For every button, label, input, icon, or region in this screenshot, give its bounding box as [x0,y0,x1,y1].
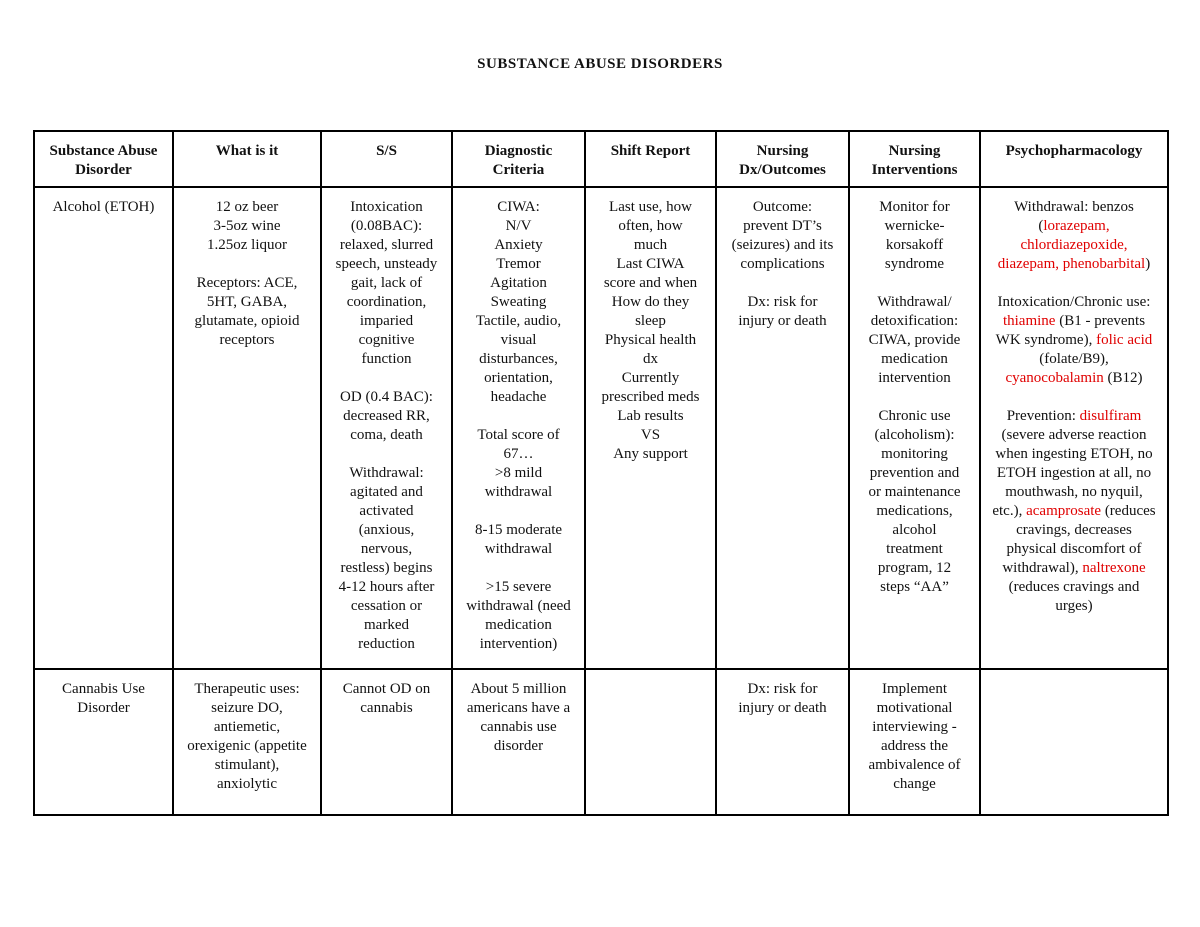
header-shift-report: Shift Report [585,131,716,187]
header-diagnostic-criteria: Diagnostic Criteria [452,131,585,187]
drug-thiamine: thiamine [1002,313,1056,329]
drug-acamprosate: acamprosate [1026,503,1102,519]
header-signs-symptoms: S/S [321,131,452,187]
cell-shift-report: Last use, how often, how much Last CIWA score and when How do they sleep Physical health dx Currently prescribed meds Lab results VS Any support [585,187,716,669]
drug-disulfiram: disulfiram [1079,408,1142,424]
header-disorder: Substance Abuse Disorder [34,131,173,187]
cell-diagnostic-criteria: CIWA: N/V Anxiety Tremor Agitation Sweating Tactile, audio, visual disturbances, orientation, headache Total score of 67… >8 mild withdrawal 8-15 moderate withdrawal >15 severe withdrawal (need medication intervention) [452,187,585,669]
header-what-is-it: What is it [173,131,321,187]
cell-what-is-it: 12 oz beer 3-5oz wine 1.25oz liquor Receptors: ACE, 5HT, GABA, glutamate, opioid receptors [173,187,321,669]
cell-disorder: Alcohol (ETOH) [34,187,173,669]
cell-signs-symptoms: Intoxication (0.08BAC): relaxed, slurred speech, unsteady gait, lack of coordination, imparied cognitive function OD (0.4 BAC): decreased RR, coma, death Withdrawal: agitated and activated (anxious, nervous, restless) begins 4-12 hours after cessation or marked reduction [321,187,452,669]
drug-folic-acid: folic acid [1096,332,1153,348]
cell-psychopharmacology: Withdrawal: benzos (lorazepam, chlordiazepoxide, diazepam, phenobarbital) Intoxication/Chronic use: thiamine (B1 - prevents WK syndrome), folic acid (folate/B9), cyanocobalamin (B12) Prevention: disulfiram (severe adverse reaction when ingesting ETOH, no ETOH ingestion at all, no mouthwash, no nyquil, etc.), acamprosate (reduces cravings, decreases physical discomfort of withdrawal), naltrexone (reduces cravings and urges) [980,187,1168,669]
cell-diagnostic-criteria: About 5 million americans have a cannabis use disorder [452,669,585,815]
drug-naltrexone: naltrexone [1082,560,1146,576]
cell-nursing-dx-outcomes: Outcome: prevent DT’s (seizures) and its complications Dx: risk for injury or death [716,187,849,669]
drug-lorazepam: lorazepam, [1043,218,1110,234]
drug-cyanocobalamin: cyanocobalamin [1005,370,1104,386]
cell-what-is-it: Therapeutic uses: seizure DO, antiemetic, orexigenic (appetite stimulant), anxiolytic [173,669,321,815]
substance-abuse-table [33,130,1169,816]
cell-nursing-interventions: Monitor for wernicke- korsakoff syndrome Withdrawal/ detoxification: CIWA, provide medication intervention Chronic use (alcoholism): monitoring prevention and or maintenance medications, alcohol treatment program, 12 steps “AA” [849,187,980,669]
header-nursing-dx-outcomes: Nursing Dx/Outcomes [716,131,849,187]
header-psychopharmacology: Psychopharmacology [980,131,1168,187]
cell-psychopharmacology [980,669,1168,815]
page-title: SUBSTANCE ABUSE DISORDERS [477,56,723,72]
header-row [34,131,1168,187]
cell-shift-report [585,669,716,815]
drug-diazepam-phenobarbital: diazepam, phenobarbital [997,256,1146,272]
cell-signs-symptoms: Cannot OD on cannabis [321,669,452,815]
cell-nursing-dx-outcomes: Dx: risk for injury or death [716,669,849,815]
header-nursing-interventions: Nursing Interventions [849,131,980,187]
cell-nursing-interventions: Implement motivational interviewing - address the ambivalence of change [849,669,980,815]
table-row-cannabis [34,669,1168,815]
table-row-alcohol [34,187,1168,669]
drug-chlordiazepoxide: chlordiazepoxide, [1020,237,1128,253]
cell-disorder: Cannabis Use Disorder [34,669,173,815]
